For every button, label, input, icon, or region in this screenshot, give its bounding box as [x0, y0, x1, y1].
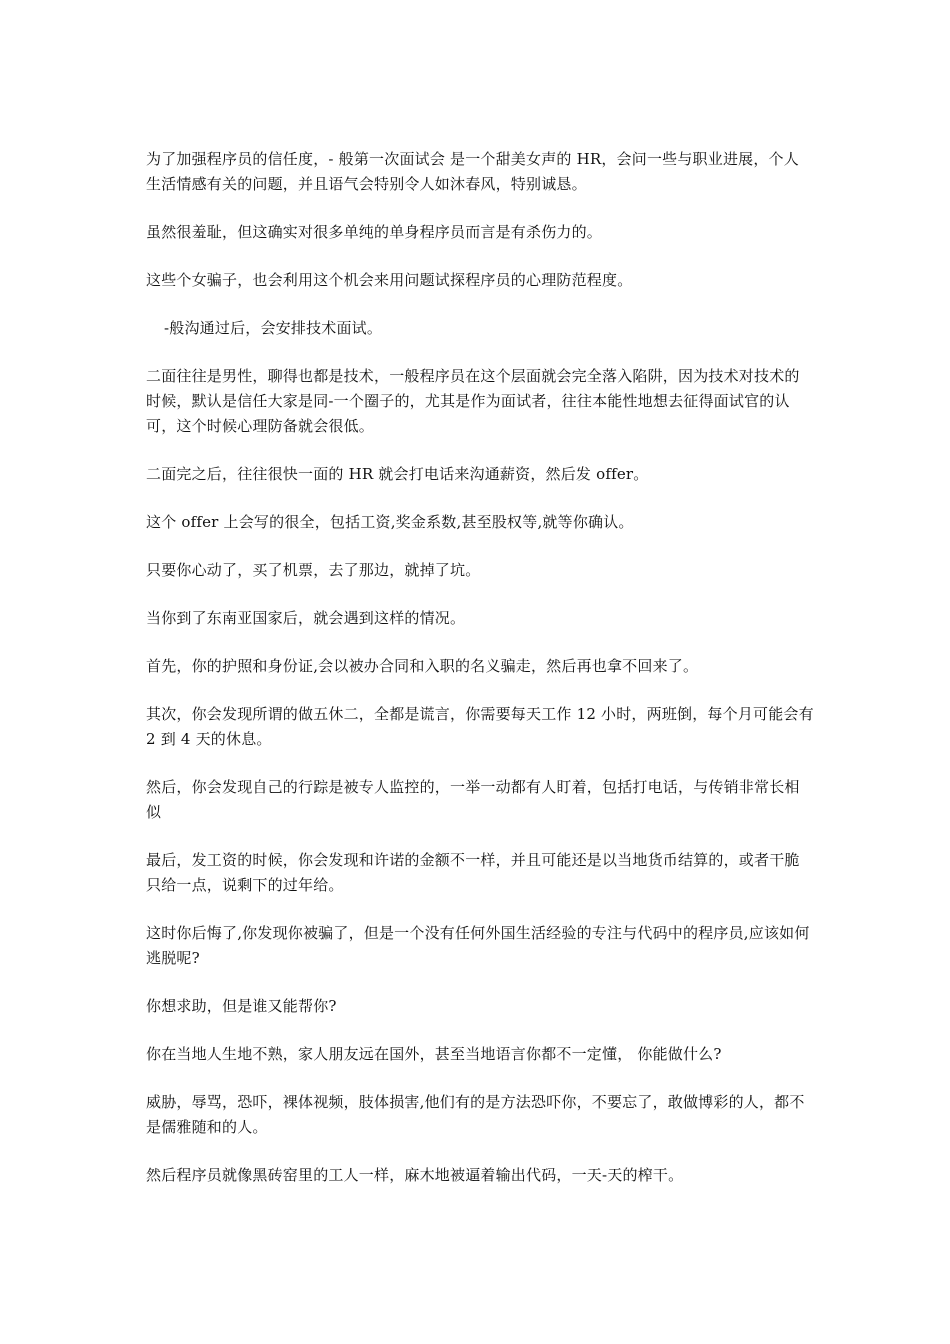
- paragraph: 二面往往是男性，聊得也都是技术，一般程序员在这个层面就会完全落入陷阱，因为技术对技术的时候，默认是信任大家是同-一个圈子的，尤其是作为面试者，往往本能性地想去征得面试官的认可，这个时候心理防备就会很低。: [146, 367, 800, 435]
- paragraph: 然后程序员就像黑砖窑里的工人一样，麻木地被逼着输出代码，一天-天的榨干。: [146, 1166, 684, 1184]
- paragraph: 你想求助，但是谁又能帮你?: [146, 997, 337, 1015]
- paragraph: 最后，发工资的时候，你会发现和许诺的金额不一样，并且可能还是以当地货币结算的，或者干脆只给一点，说剩下的过年给。: [146, 851, 800, 894]
- paragraph: 这些个女骗子，也会利用这个机会来用问题试探程序员的心理防范程度。: [146, 271, 633, 289]
- paragraph: 这个 offer 上会写的很全，包括工资,奖金系数,甚至股权等,就等你确认。: [146, 513, 634, 531]
- paragraph: 首先，你的护照和身份证,会以被办合同和入职的名义骗走，然后再也拿不回来了。: [146, 657, 699, 675]
- paragraph: 当你到了东南亚国家后，就会遇到这样的情况。: [146, 609, 466, 627]
- paragraph: 虽然很羞耻，但这确实对很多单纯的单身程序员而言是有杀伤力的。: [146, 223, 603, 241]
- paragraph: -般沟通过后，会安排技术面试。: [164, 319, 383, 337]
- document-body: [146, 147, 814, 1211]
- paragraph: 然后，你会发现自己的行踪是被专人监控的，一举一动都有人盯着，包括打电话，与传销非常长相似: [146, 778, 800, 821]
- paragraph: 为了加强程序员的信任度，- 般第一次面试会 是一个甜美女声的 HR，会问一些与职业进展，个人生活情感有关的问题，并且语气会特别令人如沐春风，特别诚恳。: [146, 150, 799, 193]
- paragraph: 二面完之后，往往很快一面的 HR 就会打电话来沟通薪资，然后发 offer。: [146, 465, 649, 483]
- paragraph: 威胁，辱骂，恐吓，裸体视频，肢体损害,他们有的是方法恐吓你，不要忘了，敢做博彩的人，都不是儒雅随和的人。: [146, 1093, 805, 1136]
- paragraph: 其次，你会发现所谓的做五休二，全都是谎言，你需要每天工作 12 小时，两班倒，每个月可能会有 2 到 4 天的休息。: [146, 705, 814, 748]
- paragraph: 只要你心动了，买了机票，去了那边，就掉了坑。: [146, 561, 481, 579]
- paragraph: 你在当地人生地不熟，家人朋友远在国外，甚至当地语言你都不一定懂， 你能做什么?: [146, 1045, 722, 1063]
- paragraph: 这时你后悔了,你发现你被骗了，但是一个没有任何外国生活经验的专注与代码中的程序员,应该如何逃脱呢?: [146, 924, 810, 967]
